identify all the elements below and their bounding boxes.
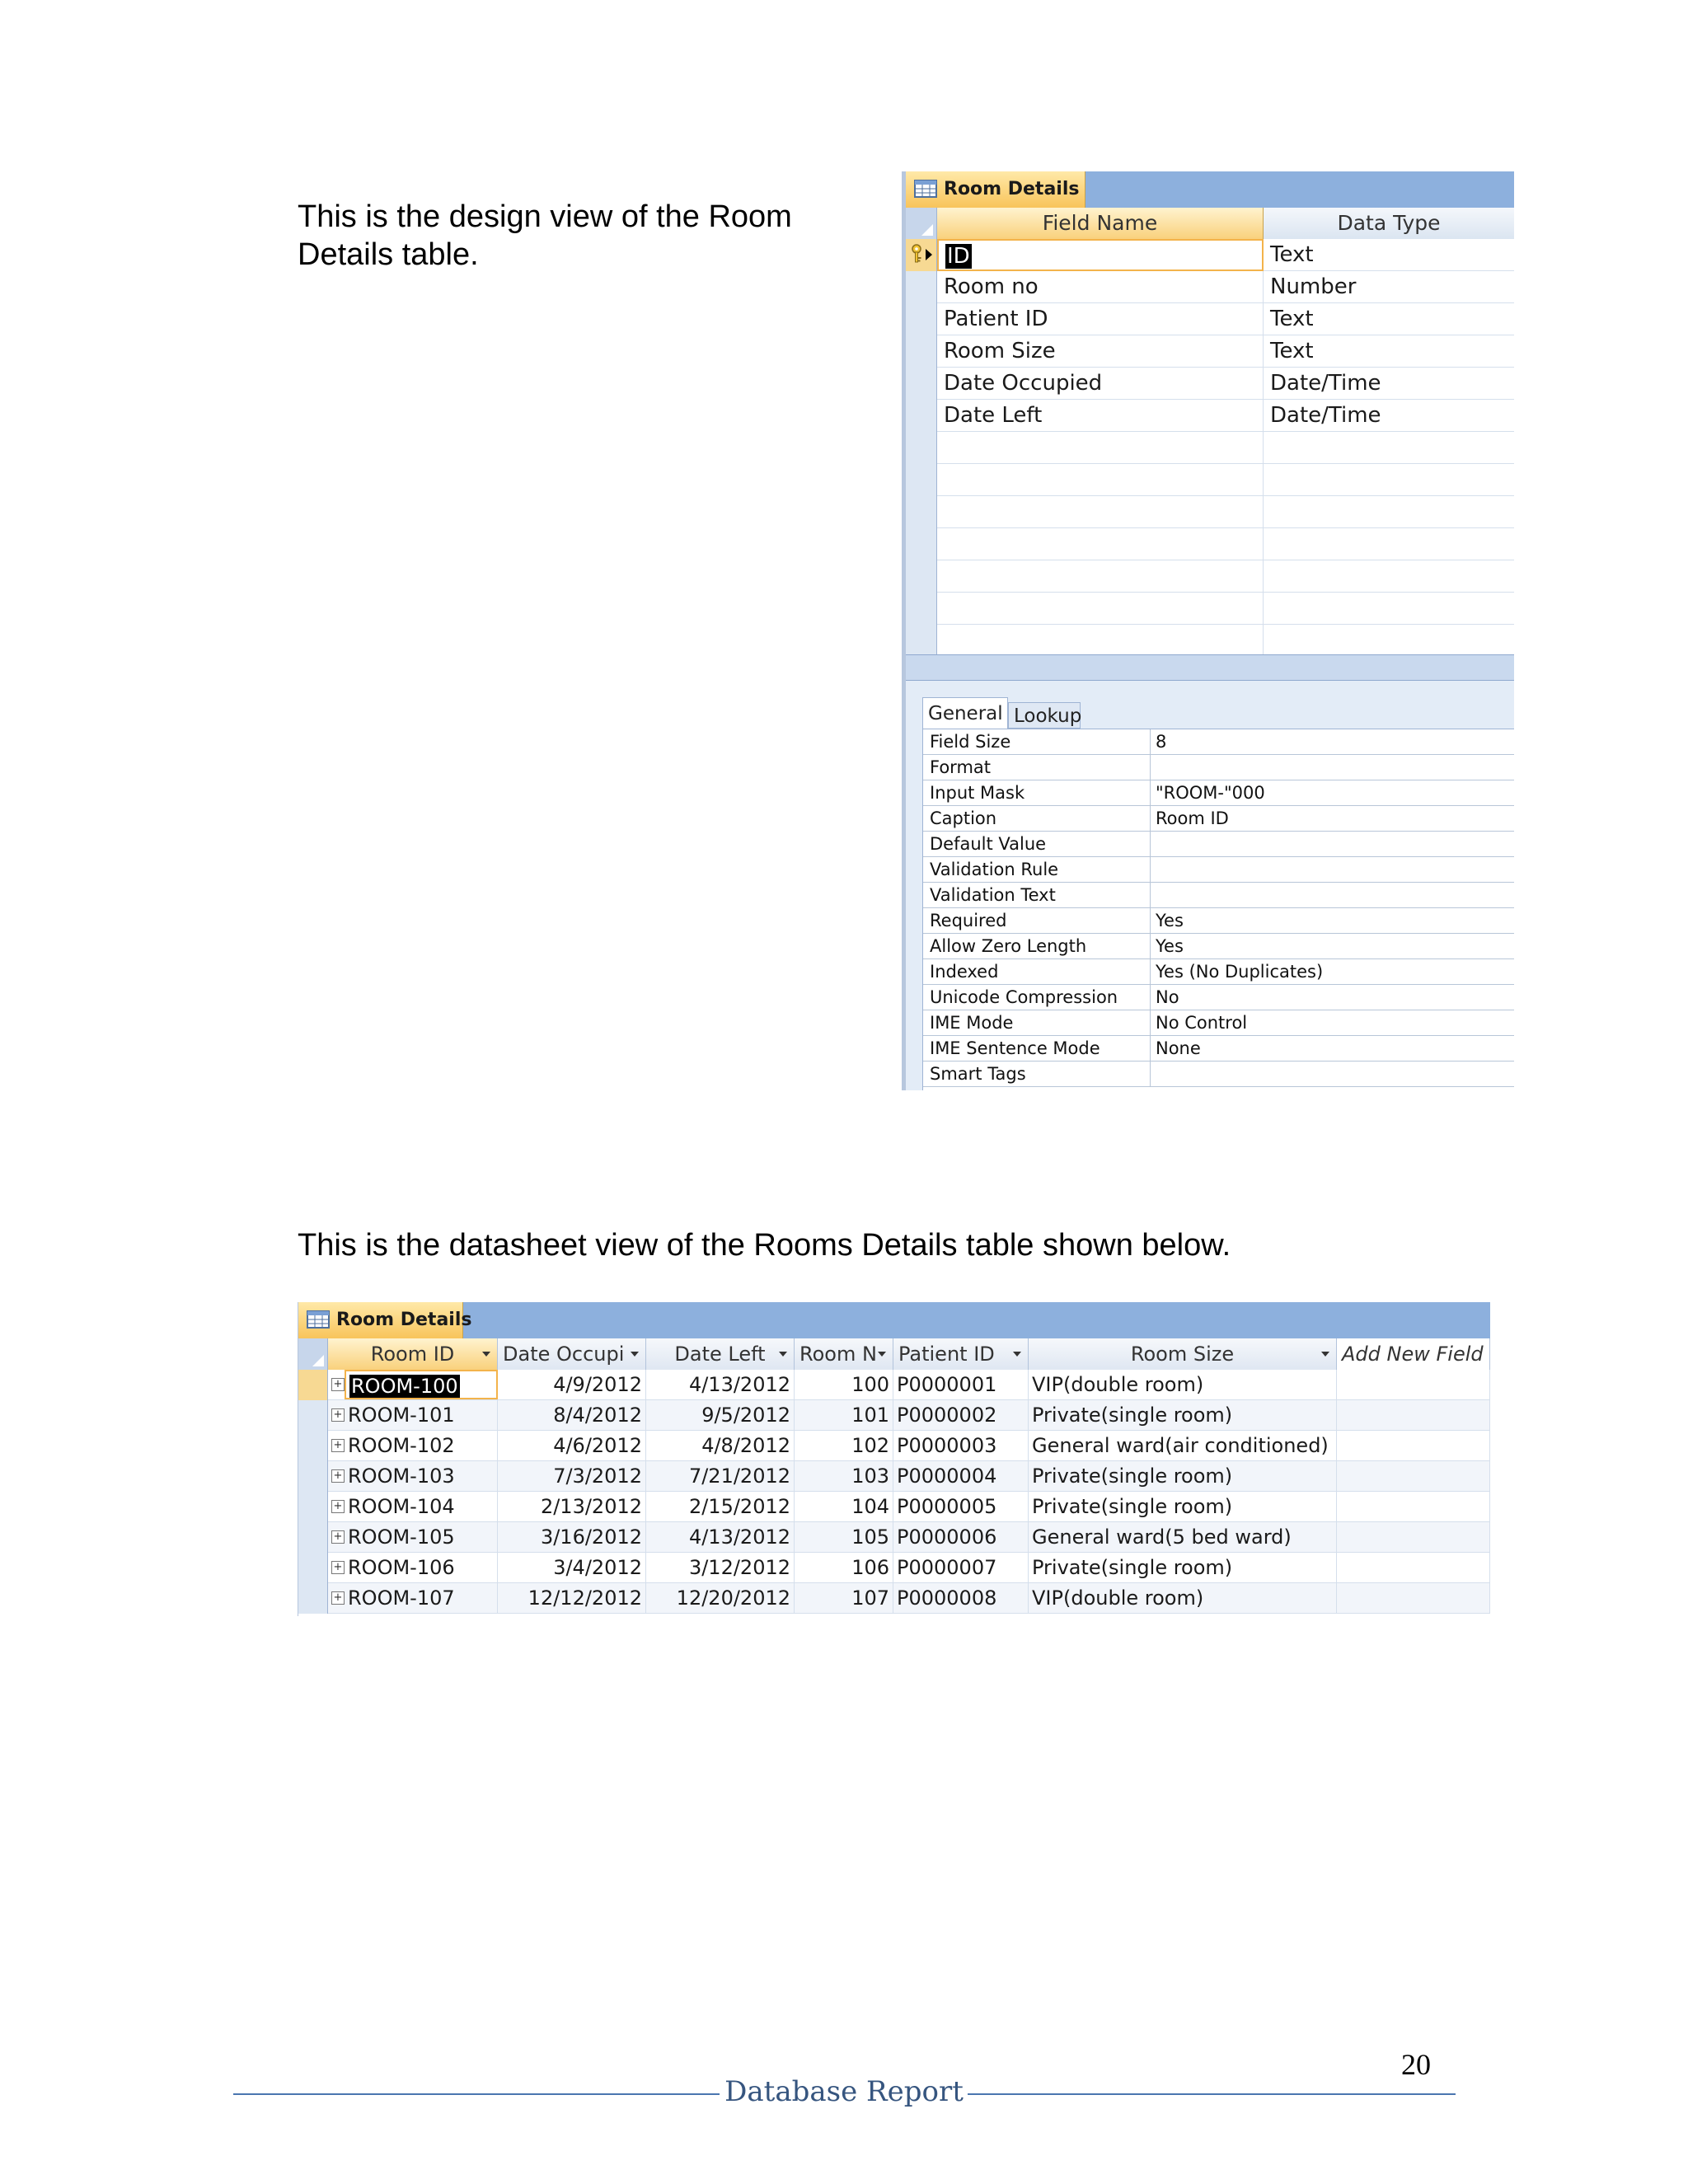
- cell-text: P0000008: [897, 1586, 997, 1610]
- property-value[interactable]: 8: [1156, 732, 1167, 752]
- table-cell[interactable]: [646, 1553, 795, 1582]
- property-row: [923, 729, 1514, 755]
- data-type-cell[interactable]: [1264, 432, 1514, 464]
- property-row: [923, 832, 1514, 857]
- cell-text: 12/12/2012: [528, 1586, 642, 1610]
- column-header-label: Add New Field: [1342, 1343, 1484, 1366]
- property-value[interactable]: Room ID: [1156, 808, 1229, 828]
- table-cell[interactable]: [498, 1431, 646, 1460]
- table-row[interactable]: [298, 1431, 1490, 1461]
- cell-text: P0000006: [897, 1526, 997, 1549]
- cell-text: ROOM-102: [348, 1434, 455, 1457]
- data-type-cell[interactable]: [1264, 528, 1514, 560]
- expand-icon[interactable]: +: [331, 1561, 345, 1574]
- row-selector[interactable]: [298, 1400, 328, 1431]
- property-label: Field Size: [923, 729, 1151, 754]
- property-value[interactable]: No Control: [1156, 1013, 1248, 1033]
- table-cell[interactable]: [345, 1370, 498, 1399]
- property-value[interactable]: None: [1156, 1038, 1201, 1058]
- property-row: [923, 985, 1514, 1010]
- datasheet-view-caption: This is the datasheet view of the Rooms Details table shown below.: [298, 1228, 1231, 1263]
- cell-text: Private(single room): [1032, 1465, 1233, 1488]
- row-selector[interactable]: [906, 400, 937, 432]
- add-new-field-header[interactable]: [1337, 1338, 1490, 1370]
- column-header[interactable]: [646, 1338, 795, 1370]
- property-row: [923, 1062, 1514, 1087]
- tab-general[interactable]: General: [922, 697, 1008, 729]
- property-row: [923, 934, 1514, 959]
- field-rows: [906, 239, 1514, 657]
- data-type-cell[interactable]: Text: [1270, 307, 1314, 331]
- table-cell[interactable]: [498, 1553, 646, 1582]
- field-row[interactable]: [906, 335, 1514, 368]
- field-name-cell[interactable]: [937, 335, 1264, 368]
- expand-icon[interactable]: +: [331, 1439, 345, 1452]
- property-label: Indexed: [923, 959, 1151, 984]
- field-row[interactable]: [906, 303, 1514, 335]
- property-label: Unicode Compression: [923, 985, 1151, 1010]
- property-label: Validation Text: [923, 883, 1151, 907]
- property-label: Input Mask: [923, 780, 1151, 805]
- data-type-cell[interactable]: [1264, 464, 1514, 496]
- document-tab-label: Room Details: [944, 179, 1080, 199]
- property-value[interactable]: [1151, 883, 1514, 907]
- row-selector[interactable]: [298, 1370, 328, 1400]
- cell-text: 106: [851, 1556, 889, 1579]
- field-name-text: ID: [947, 244, 970, 269]
- cell-text: 7/21/2012: [688, 1465, 790, 1488]
- column-header-label: Room Size: [1130, 1343, 1235, 1366]
- column-header[interactable]: [328, 1338, 498, 1370]
- cell-text: VIP(double room): [1032, 1586, 1204, 1610]
- field-name-cell[interactable]: [937, 496, 1264, 528]
- dropdown-arrow-icon[interactable]: [878, 1352, 886, 1357]
- column-header[interactable]: [498, 1338, 646, 1370]
- field-row[interactable]: [906, 239, 1514, 271]
- property-value[interactable]: [1151, 755, 1514, 780]
- table-cell[interactable]: [893, 1461, 1029, 1491]
- field-row[interactable]: [906, 528, 1514, 560]
- dropdown-arrow-icon[interactable]: [631, 1352, 639, 1357]
- data-type-cell[interactable]: Date/Time: [1270, 371, 1381, 396]
- cell-text: General ward(5 bed ward): [1032, 1526, 1292, 1549]
- primary-key-icon: [909, 244, 924, 264]
- add-new-field-cell[interactable]: [1337, 1400, 1490, 1430]
- field-name-cell[interactable]: [937, 368, 1264, 400]
- table-cell[interactable]: [1029, 1461, 1337, 1491]
- cell-text: 3/16/2012: [540, 1526, 642, 1549]
- document-tab-bar: [298, 1302, 1490, 1339]
- property-label: Allow Zero Length: [923, 934, 1151, 958]
- property-value[interactable]: "ROOM-"000: [1156, 783, 1265, 803]
- design-view-caption: This is the design view of the Room Details table.: [298, 199, 792, 272]
- add-new-field-cell[interactable]: [1337, 1553, 1490, 1582]
- table-cell[interactable]: [1029, 1583, 1337, 1613]
- table-row[interactable]: [298, 1400, 1490, 1431]
- field-name-cell[interactable]: [937, 560, 1264, 593]
- table-cell[interactable]: [893, 1400, 1029, 1430]
- table-icon: [914, 180, 937, 198]
- table-row[interactable]: [298, 1553, 1490, 1583]
- table-cell[interactable]: [646, 1522, 795, 1552]
- select-all-corner[interactable]: [298, 1338, 328, 1370]
- table-cell[interactable]: [345, 1492, 498, 1521]
- add-new-field-cell[interactable]: [1337, 1492, 1490, 1521]
- table-cell[interactable]: [646, 1370, 795, 1399]
- cell-text: 4/13/2012: [688, 1526, 790, 1549]
- table-cell[interactable]: [498, 1400, 646, 1430]
- cell-text: ROOM-101: [348, 1404, 455, 1427]
- row-selector[interactable]: [906, 528, 937, 560]
- table-cell[interactable]: [893, 1492, 1029, 1521]
- table-cell[interactable]: [646, 1583, 795, 1613]
- cell-text: 2/13/2012: [540, 1495, 642, 1518]
- table-cell[interactable]: [345, 1431, 498, 1460]
- data-type-cell[interactable]: [1264, 625, 1514, 657]
- row-selector[interactable]: [298, 1522, 328, 1553]
- property-sheet: [922, 729, 1514, 1090]
- property-value[interactable]: [1151, 857, 1514, 882]
- row-selector[interactable]: [298, 1461, 328, 1492]
- cell-text: Private(single room): [1032, 1495, 1233, 1518]
- datasheet-view-window: [298, 1302, 1490, 1616]
- cell-text: ROOM-100: [351, 1375, 458, 1398]
- select-all-corner[interactable]: [906, 208, 937, 239]
- datasheet-rows: [298, 1370, 1490, 1614]
- field-row[interactable]: [906, 496, 1514, 528]
- cell-text: ROOM-105: [348, 1526, 455, 1549]
- table-cell[interactable]: [498, 1583, 646, 1613]
- table-row[interactable]: [298, 1492, 1490, 1522]
- table-cell[interactable]: [795, 1370, 893, 1399]
- data-type-cell[interactable]: Text: [1270, 339, 1314, 363]
- property-label: Format: [923, 755, 1151, 780]
- design-view-window: [902, 171, 1514, 1090]
- table-cell[interactable]: [646, 1461, 795, 1491]
- field-name-text: Date Occupied: [944, 371, 1103, 396]
- property-row: [923, 883, 1514, 908]
- cell-text: 107: [851, 1586, 889, 1610]
- property-value[interactable]: No: [1156, 987, 1179, 1007]
- field-properties-pane: [906, 681, 1514, 1090]
- cell-text: P0000003: [897, 1434, 997, 1457]
- row-selector[interactable]: [298, 1553, 328, 1583]
- expand-icon[interactable]: +: [331, 1469, 345, 1483]
- field-name-text: Date Left: [944, 403, 1043, 428]
- row-selector[interactable]: [906, 303, 937, 335]
- table-cell[interactable]: [345, 1400, 498, 1430]
- column-header-label: Patient ID: [898, 1343, 995, 1366]
- cell-text: 2/15/2012: [688, 1495, 790, 1518]
- pane-splitter[interactable]: [906, 654, 1514, 681]
- dropdown-arrow-icon[interactable]: [1013, 1352, 1021, 1357]
- property-label: Smart Tags: [923, 1062, 1151, 1086]
- data-type-cell[interactable]: [1264, 593, 1514, 625]
- row-selector[interactable]: [906, 464, 937, 496]
- table-cell[interactable]: [345, 1461, 498, 1491]
- property-row: [923, 908, 1514, 934]
- column-header-label: Room N: [799, 1343, 877, 1366]
- cell-text: 102: [851, 1434, 889, 1457]
- field-name-text: Room Size: [944, 339, 1056, 363]
- field-name-cell[interactable]: [937, 464, 1264, 496]
- column-header[interactable]: [1029, 1338, 1337, 1370]
- column-header-label: Date Left: [674, 1343, 766, 1366]
- cell-text: ROOM-103: [348, 1465, 455, 1488]
- table-cell[interactable]: [795, 1583, 893, 1613]
- field-name-cell[interactable]: [937, 303, 1264, 335]
- table-row[interactable]: [298, 1522, 1490, 1553]
- property-label: Required: [923, 908, 1151, 933]
- field-row[interactable]: [906, 368, 1514, 400]
- property-row: [923, 806, 1514, 832]
- table-cell[interactable]: [498, 1522, 646, 1552]
- table-cell[interactable]: [1029, 1522, 1337, 1552]
- field-row[interactable]: [906, 625, 1514, 657]
- add-new-field-cell[interactable]: [1337, 1583, 1490, 1613]
- table-cell[interactable]: [893, 1431, 1029, 1460]
- field-row[interactable]: [906, 432, 1514, 464]
- cell-text: ROOM-107: [348, 1586, 455, 1610]
- field-name-cell[interactable]: [937, 625, 1264, 657]
- cell-text: Private(single room): [1032, 1404, 1233, 1427]
- property-row: [923, 959, 1514, 985]
- table-cell[interactable]: [893, 1583, 1029, 1613]
- current-row-arrow-icon: [926, 249, 932, 260]
- table-cell[interactable]: [345, 1553, 498, 1582]
- add-new-field-cell[interactable]: [1337, 1522, 1490, 1552]
- field-name-text: Patient ID: [944, 307, 1048, 331]
- property-value[interactable]: [1151, 1062, 1514, 1086]
- field-row[interactable]: [906, 464, 1514, 496]
- cell-text: P0000001: [897, 1373, 997, 1396]
- row-selector[interactable]: [298, 1431, 328, 1461]
- footer-title: Database Report: [724, 2075, 964, 2108]
- document-tab-room-details[interactable]: [298, 1302, 472, 1338]
- page-number: 20: [1401, 2048, 1431, 2081]
- table-row[interactable]: [298, 1370, 1490, 1400]
- field-row[interactable]: [906, 593, 1514, 625]
- row-selector[interactable]: [906, 496, 937, 528]
- column-header[interactable]: [795, 1338, 893, 1370]
- property-row: [923, 755, 1514, 780]
- data-type-cell[interactable]: Date/Time: [1270, 403, 1381, 428]
- field-name-cell[interactable]: [937, 239, 1264, 271]
- table-cell[interactable]: [795, 1553, 893, 1582]
- column-header-label: Date Occupi: [503, 1343, 625, 1366]
- table-row[interactable]: [298, 1461, 1490, 1492]
- property-label: IME Sentence Mode: [923, 1036, 1151, 1061]
- cell-text: 100: [851, 1373, 889, 1396]
- table-cell[interactable]: [1029, 1400, 1337, 1430]
- cell-text: 4/8/2012: [701, 1434, 790, 1457]
- row-selector[interactable]: [906, 239, 937, 271]
- cell-text: Private(single room): [1032, 1556, 1233, 1579]
- table-cell[interactable]: [893, 1553, 1029, 1582]
- document-tab-label: Room Details: [336, 1310, 472, 1330]
- row-selector[interactable]: [906, 625, 937, 657]
- field-name-cell[interactable]: [937, 271, 1264, 303]
- expand-icon[interactable]: +: [331, 1408, 345, 1422]
- data-type-cell[interactable]: [1264, 560, 1514, 593]
- cell-text: 104: [851, 1495, 889, 1518]
- document-tab-room-details[interactable]: [906, 171, 1085, 208]
- property-row: [923, 1036, 1514, 1062]
- property-row: [923, 1010, 1514, 1036]
- datasheet-header: [298, 1338, 1490, 1370]
- property-label: Caption: [923, 806, 1151, 831]
- table-cell[interactable]: [646, 1492, 795, 1521]
- row-selector[interactable]: [906, 593, 937, 625]
- table-cell[interactable]: [646, 1400, 795, 1430]
- table-cell[interactable]: [893, 1522, 1029, 1552]
- dropdown-arrow-icon[interactable]: [482, 1352, 490, 1357]
- property-value[interactable]: [1151, 832, 1514, 856]
- row-selector[interactable]: [906, 560, 937, 593]
- field-grid: [906, 208, 1514, 657]
- add-new-field-cell[interactable]: [1337, 1461, 1490, 1491]
- field-name-header[interactable]: Field Name: [937, 208, 1264, 239]
- table-cell[interactable]: [1029, 1370, 1337, 1399]
- property-label: Default Value: [923, 832, 1151, 856]
- cell-text: P0000007: [897, 1556, 997, 1579]
- data-type-cell[interactable]: Number: [1270, 274, 1357, 299]
- cell-text: 4/6/2012: [553, 1434, 642, 1457]
- cell-text: 3/4/2012: [553, 1556, 642, 1579]
- cell-text: ROOM-104: [348, 1495, 455, 1518]
- field-name-cell[interactable]: [937, 432, 1264, 464]
- row-selector[interactable]: [298, 1492, 328, 1522]
- property-value[interactable]: Yes (No Duplicates): [1156, 962, 1324, 982]
- table-icon: [307, 1310, 330, 1329]
- cell-text: 4/9/2012: [553, 1373, 642, 1396]
- row-selector[interactable]: [298, 1583, 328, 1614]
- table-cell[interactable]: [795, 1522, 893, 1552]
- cell-text: ROOM-106: [348, 1556, 455, 1579]
- property-row: [923, 780, 1514, 806]
- document-tab-bar: [906, 171, 1514, 209]
- expand-icon[interactable]: +: [331, 1530, 345, 1544]
- table-cell[interactable]: [795, 1492, 893, 1521]
- field-grid-header: [906, 208, 1514, 239]
- table-cell[interactable]: [646, 1431, 795, 1460]
- data-type-cell[interactable]: [1264, 496, 1514, 528]
- table-cell[interactable]: [498, 1492, 646, 1521]
- tab-lookup[interactable]: Lookup: [1008, 702, 1081, 729]
- cell-text: 105: [851, 1526, 889, 1549]
- table-cell[interactable]: [1029, 1492, 1337, 1521]
- data-type-cell[interactable]: Text: [1270, 242, 1314, 267]
- cell-text: 9/5/2012: [701, 1404, 790, 1427]
- table-cell[interactable]: [345, 1522, 498, 1552]
- table-cell[interactable]: [1029, 1431, 1337, 1460]
- row-selector[interactable]: [906, 271, 937, 303]
- cell-text: P0000002: [897, 1404, 997, 1427]
- table-row[interactable]: [298, 1583, 1490, 1614]
- cell-text: 7/3/2012: [553, 1465, 642, 1488]
- cell-text: 103: [851, 1465, 889, 1488]
- property-value[interactable]: Yes: [1156, 911, 1184, 930]
- field-name-cell[interactable]: [937, 528, 1264, 560]
- field-name-cell[interactable]: [937, 400, 1264, 432]
- table-cell[interactable]: [498, 1370, 646, 1399]
- table-cell[interactable]: [795, 1461, 893, 1491]
- expand-icon[interactable]: +: [331, 1500, 345, 1513]
- cell-text: 3/12/2012: [688, 1556, 790, 1579]
- cell-text: VIP(double room): [1032, 1373, 1204, 1396]
- field-name-text: Room no: [944, 274, 1039, 299]
- table-cell[interactable]: [893, 1370, 1029, 1399]
- cell-text: 4/13/2012: [688, 1373, 790, 1396]
- column-header-label: Room ID: [370, 1343, 455, 1366]
- cell-text: 101: [851, 1404, 889, 1427]
- cell-text: 8/4/2012: [553, 1404, 642, 1427]
- table-cell[interactable]: [795, 1431, 893, 1460]
- field-row[interactable]: [906, 400, 1514, 432]
- table-cell[interactable]: [795, 1400, 893, 1430]
- cell-text: P0000004: [897, 1465, 997, 1488]
- cell-text: P0000005: [897, 1495, 997, 1518]
- cell-text: General ward(air conditioned): [1032, 1434, 1329, 1457]
- dropdown-arrow-icon[interactable]: [1321, 1352, 1329, 1357]
- property-label: Validation Rule: [923, 857, 1151, 882]
- expand-icon[interactable]: +: [331, 1591, 345, 1605]
- row-selector[interactable]: [906, 432, 937, 464]
- expand-icon[interactable]: +: [331, 1378, 345, 1391]
- field-name-cell[interactable]: [937, 593, 1264, 625]
- row-selector[interactable]: [906, 335, 937, 368]
- cell-text: 12/20/2012: [676, 1586, 790, 1610]
- table-cell[interactable]: [345, 1583, 498, 1613]
- row-selector[interactable]: [906, 368, 937, 400]
- field-row[interactable]: [906, 560, 1514, 593]
- property-value[interactable]: Yes: [1156, 936, 1184, 956]
- table-cell[interactable]: [498, 1461, 646, 1491]
- dropdown-arrow-icon[interactable]: [779, 1352, 787, 1357]
- data-type-header[interactable]: Data Type: [1264, 208, 1514, 239]
- column-header[interactable]: [893, 1338, 1029, 1370]
- property-row: [923, 857, 1514, 883]
- field-row[interactable]: [906, 271, 1514, 303]
- add-new-field-cell[interactable]: [1337, 1431, 1490, 1460]
- table-cell[interactable]: [1029, 1553, 1337, 1582]
- add-new-field-cell[interactable]: [1337, 1370, 1490, 1399]
- property-label: IME Mode: [923, 1010, 1151, 1035]
